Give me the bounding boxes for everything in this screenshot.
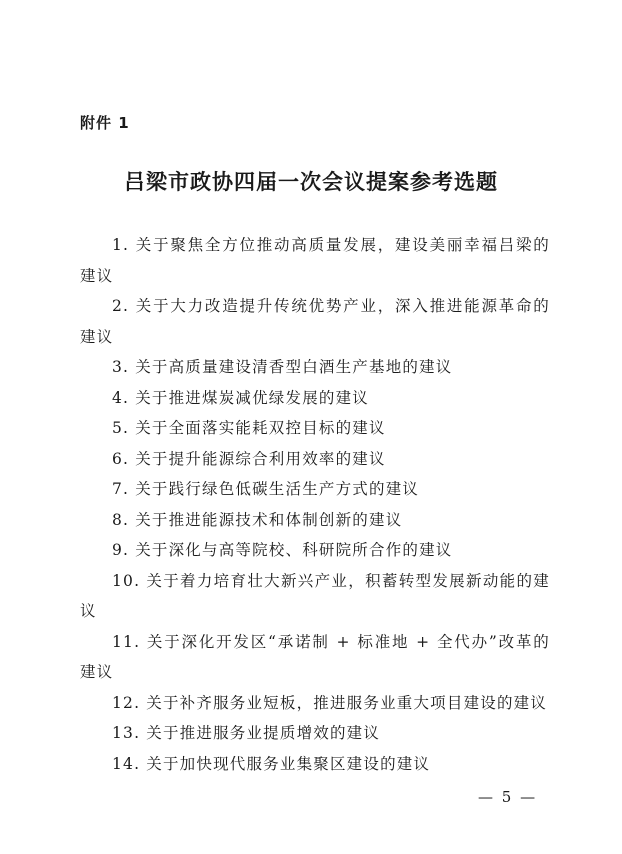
item-text: 关于聚焦全方位推动高质量发展，建设美丽幸福吕梁的建议 <box>80 236 550 285</box>
item-text: 关于深化开发区“承诺制 + 标准地 + 全代办”改革的建议 <box>80 632 550 681</box>
list-item <box>80 688 550 719</box>
document-title: 吕梁市政协四届一次会议提案参考选题 <box>124 169 498 194</box>
item-number: 6. <box>112 449 130 468</box>
list-item <box>80 627 550 688</box>
item-text: 关于提升能源综合利用效率的建议 <box>135 449 386 468</box>
item-number: 8. <box>112 510 130 529</box>
item-text: 关于补齐服务业短板，推进服务业重大项目建设的建议 <box>146 693 548 712</box>
item-number: 5. <box>112 419 130 437</box>
item-text: 关于推进能源技术和体制创新的建议 <box>135 510 403 529</box>
item-text: 关于加快现代服务业集聚区建设的建议 <box>146 754 431 773</box>
item-number: 14. <box>112 754 141 773</box>
item-number: 11. <box>112 632 141 651</box>
item-text: 关于高质量建设清香型白酒生产基地的建议 <box>135 358 453 376</box>
item-text: 关于全面落实能耗双控目标的建议 <box>135 419 386 437</box>
item-number: 7. <box>112 480 130 498</box>
list-item <box>80 749 550 780</box>
list-item <box>80 566 550 627</box>
page-number: — 5 — <box>478 788 538 806</box>
item-text: 关于推进煤炭减优绿发展的建议 <box>135 388 370 407</box>
item-text: 关于推进服务业提质增效的建议 <box>146 724 381 742</box>
list-item <box>80 505 550 536</box>
item-number: 2. <box>112 297 130 315</box>
item-number: 13. <box>112 724 141 742</box>
proposal-topic-list <box>80 230 550 779</box>
item-text: 关于着力培育壮大新兴产业，积蓄转型发展新动能的建议 <box>80 571 550 620</box>
item-text: 关于大力改造提升传统优势产业，深入推进能源革命的建议 <box>80 297 550 346</box>
list-item <box>80 718 550 749</box>
item-number: 10. <box>112 571 141 590</box>
list-item <box>80 230 550 291</box>
list-item <box>80 444 550 475</box>
list-item <box>80 474 550 505</box>
item-text: 关于深化与高等院校、科研院所合作的建议 <box>135 541 453 559</box>
attachment-label: 附件 1 <box>80 114 130 132</box>
item-text: 关于践行绿色低碳生活生产方式的建议 <box>135 480 420 498</box>
list-item <box>80 383 550 414</box>
item-number: 9. <box>112 541 130 559</box>
item-number: 3. <box>112 358 130 376</box>
list-item <box>80 291 550 352</box>
item-number: 12. <box>112 693 141 712</box>
item-number: 1. <box>112 236 130 254</box>
list-item <box>80 413 550 444</box>
list-item <box>80 352 550 383</box>
list-item <box>80 535 550 566</box>
item-number: 4. <box>112 388 130 407</box>
